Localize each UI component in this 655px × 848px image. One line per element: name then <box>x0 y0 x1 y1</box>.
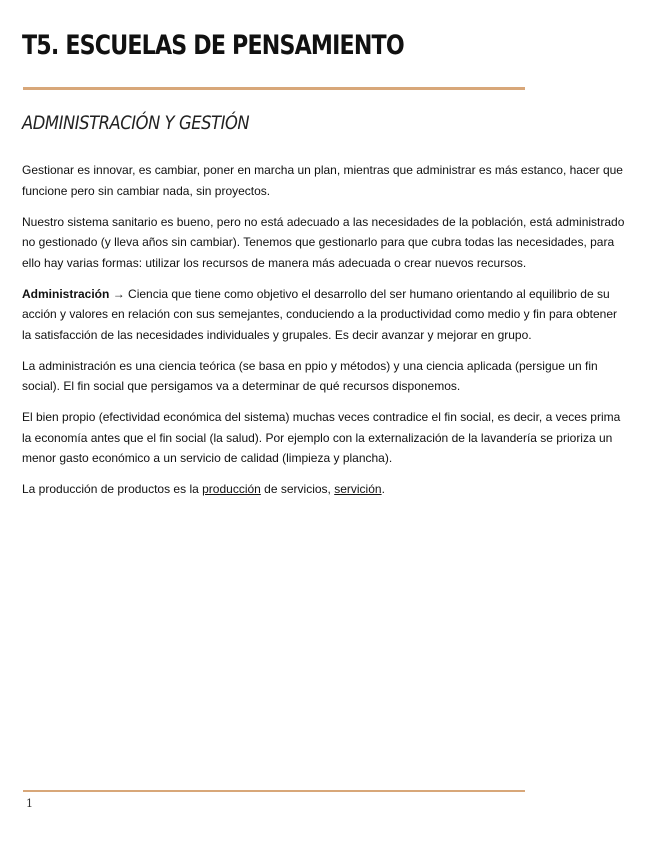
produccion-text-2: de servicios, <box>260 482 335 496</box>
paragraph-produccion <box>22 479 626 500</box>
paragraph-gestionar: Gestionar es innovar, es cambiar, poner en marcha un plan, mientras que administrar es más estanco, hacer que funcione pero sin cambiar nada, sin proyectos. <box>22 163 623 198</box>
produccion-underlined-word: producción <box>202 482 261 496</box>
paragraph-bien-propio: El bien propio (efectividad económica del sistema) muchas veces contradice el fin social, es decir, a veces prima la economía antes que el fin social (la salud). Por ejemplo con la externalización de la lavandería se prioriza un menor gasto económico a un servicio de calidad (limpieza y plancha). <box>22 410 621 465</box>
paragraph-definition <box>22 284 626 346</box>
footer-divider <box>23 790 525 792</box>
definition-term: Administración <box>22 286 110 301</box>
produccion-text-1: La producción de productos es la <box>22 482 203 496</box>
produccion-text-3: . <box>381 482 385 496</box>
title-divider <box>23 87 525 90</box>
definition-text: → Ciencia que tiene como objetivo el desarrollo del ser humano orientando al equilibrio de su acción y valores en relación con sus semejantes, conduciendo a la productividad como medio y fin para obtener la satisfacción de las necesidades individuales y grupales. Es decir avanzar y mejorar en grupo. <box>22 286 618 342</box>
page-number: 1 <box>26 797 33 810</box>
page-title: T5. ESCUELAS DE PENSAMIENTO <box>22 30 404 61</box>
paragraph-ciencia: La administración es una ciencia teórica (se basa en ppio y métodos) y una ciencia aplicada (persigue un fin social). El fin social que persigamos va a determinar de qué recursos disponemos. <box>22 358 598 393</box>
document-body <box>22 160 626 510</box>
paragraph-sistema-sanitario: Nuestro sistema sanitario es bueno, pero no está adecuado a las necesidades de la población, está administrado no gestionado (y lleva años sin cambiar). Tenemos que gestionarlo para que cubra todas las necesidades, para ello hay varias formas: utilizar los recursos de manera más adecuada o crear nuevos recursos. <box>22 214 625 270</box>
servicion-underlined-word: servición <box>334 482 382 496</box>
section-heading: ADMINISTRACIÓN Y GESTIÓN <box>22 112 250 134</box>
